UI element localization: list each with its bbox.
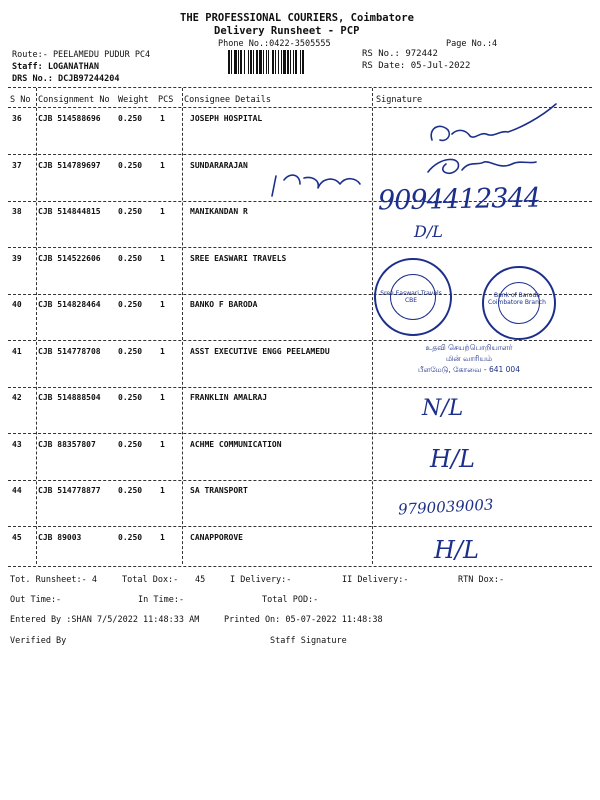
total-dox-label: Total Dox:- bbox=[122, 575, 179, 585]
handwritten-phone-37: 9094412344 bbox=[377, 182, 541, 217]
row-consignment: CJB 514789697 bbox=[38, 161, 101, 170]
row-weight: 0.250 bbox=[118, 440, 143, 449]
row-consignee: SUNDARARAJAN bbox=[190, 161, 248, 170]
ii-delivery: II Delivery:- bbox=[342, 575, 409, 585]
office-stamp bbox=[394, 342, 544, 375]
col-sno: S No bbox=[10, 95, 31, 105]
row-pcs: 1 bbox=[160, 254, 165, 263]
tot-runsheet: Tot. Runsheet:- 4 bbox=[10, 575, 97, 585]
row-weight: 0.250 bbox=[118, 254, 143, 263]
row-consignment: CJB 514778708 bbox=[38, 347, 101, 356]
col-consignment: Consignment No bbox=[38, 95, 110, 105]
row-consignee: SA TRANSPORT bbox=[190, 486, 248, 495]
printed-on: Printed On: 05-07-2022 11:48:38 bbox=[224, 615, 383, 625]
row-weight: 0.250 bbox=[118, 300, 143, 309]
bank-stamp-text: Bank of Baroda Coimbatore Branch bbox=[488, 292, 546, 306]
travels-stamp-text: Sree Easwari Travels CBE bbox=[380, 290, 442, 304]
row-weight: 0.250 bbox=[118, 486, 143, 495]
handwritten-phone-44: 9790039003 bbox=[397, 495, 494, 519]
row-consignment: CJB 514828464 bbox=[38, 300, 101, 309]
row-consignment: CJB 514588696 bbox=[38, 114, 101, 123]
row-weight: 0.250 bbox=[118, 161, 143, 170]
office-stamp-line1: உதவி செயற்பொறியாளர் bbox=[425, 343, 513, 352]
in-time: In Time:- bbox=[138, 595, 185, 605]
row-weight: 0.250 bbox=[118, 533, 143, 542]
row-consignment: CJB 514844815 bbox=[38, 207, 101, 216]
row-sno: 43 bbox=[12, 440, 22, 449]
runsheet-title: Delivery Runsheet - PCP bbox=[214, 25, 360, 37]
verified-by: Verified By bbox=[10, 636, 67, 646]
col-signature: Signature bbox=[376, 95, 423, 105]
rtn-dox: RTN Dox:- bbox=[458, 575, 505, 585]
row-sno: 36 bbox=[12, 114, 22, 123]
row-sno: 45 bbox=[12, 533, 22, 542]
row-pcs: 1 bbox=[160, 300, 165, 309]
row-consignee: MANIKANDAN R bbox=[190, 207, 248, 216]
total-pod: Total POD:- bbox=[262, 595, 319, 605]
row-sno: 38 bbox=[12, 207, 22, 216]
staff-signature: Staff Signature bbox=[270, 636, 347, 646]
row-consignee: JOSEPH HOSPITAL bbox=[190, 114, 263, 123]
row-weight: 0.250 bbox=[118, 393, 143, 402]
row-consignment: CJB 514522606 bbox=[38, 254, 101, 263]
row-sno: 39 bbox=[12, 254, 22, 263]
office-stamp-line3: பீளமேடு, கோவை - 641 004 bbox=[418, 365, 520, 374]
row-consignee: SREE EASWARI TRAVELS bbox=[190, 254, 287, 263]
row-consignment: CJB 514778877 bbox=[38, 486, 101, 495]
row-weight: 0.250 bbox=[118, 347, 143, 356]
row-consignee: ASST EXECUTIVE ENGG PEELAMEDU bbox=[190, 347, 330, 356]
out-time: Out Time:- bbox=[10, 595, 62, 605]
row-consignee: CANAPPOROVE bbox=[190, 533, 243, 542]
row-pcs: 1 bbox=[160, 486, 165, 495]
page-number: Page No.:4 bbox=[446, 39, 498, 49]
row-weight: 0.250 bbox=[118, 114, 143, 123]
entered-by: Entered By :SHAN 7/5/2022 11:48:33 AM bbox=[10, 615, 200, 625]
row-sno: 40 bbox=[12, 300, 22, 309]
row-pcs: 1 bbox=[160, 393, 165, 402]
col-consignee: Consignee Details bbox=[184, 95, 271, 105]
row-pcs: 1 bbox=[160, 347, 165, 356]
office-stamp-line2: மின் வாரியம் bbox=[446, 354, 492, 363]
rs-number: RS No.: 972442 bbox=[362, 49, 438, 59]
route: Route:- PEELAMEDU PUDUR PC4 bbox=[12, 50, 151, 60]
i-delivery: I Delivery:- bbox=[230, 575, 292, 585]
row-sno: 44 bbox=[12, 486, 22, 495]
rs-date: RS Date: 05-Jul-2022 bbox=[362, 61, 471, 71]
col-weight: Weight bbox=[118, 95, 149, 105]
row-pcs: 1 bbox=[160, 533, 165, 542]
row-sno: 42 bbox=[12, 393, 22, 402]
row-pcs: 1 bbox=[160, 161, 165, 170]
row-consignee: BANKO F BARODA bbox=[190, 300, 258, 309]
row-pcs: 1 bbox=[160, 114, 165, 123]
row-consignment: CJB 89003 bbox=[38, 533, 82, 542]
row-pcs: 1 bbox=[160, 207, 165, 216]
phone-number: Phone No.:0422-3505555 bbox=[218, 39, 331, 49]
handwritten-hl-45: H/L bbox=[434, 536, 479, 564]
total-dox-value: 45 bbox=[195, 575, 206, 585]
row-consignee: ACHME COMMUNICATION bbox=[190, 440, 282, 449]
signature-37-name bbox=[272, 175, 360, 196]
handwritten-dl-38: D/L bbox=[414, 222, 443, 241]
handwritten-hl-43: H/L bbox=[430, 445, 475, 473]
row-weight: 0.250 bbox=[118, 207, 143, 216]
row-pcs: 1 bbox=[160, 440, 165, 449]
row-consignee: FRANKLIN AMALRAJ bbox=[190, 393, 268, 402]
drs-number: DRS No.: DCJB97244204 bbox=[12, 74, 120, 84]
signature-36 bbox=[431, 104, 556, 140]
row-sno: 41 bbox=[12, 347, 22, 356]
row-sno: 37 bbox=[12, 161, 22, 170]
col-pcs: PCS bbox=[158, 95, 174, 105]
company-title: THE PROFESSIONAL COURIERS, Coimbatore bbox=[180, 12, 414, 24]
signature-37 bbox=[428, 159, 536, 173]
row-consignment: CJB 88357807 bbox=[38, 440, 96, 449]
staff: Staff: LOGANATHAN bbox=[12, 62, 99, 72]
handwritten-nl-42: N/L bbox=[422, 396, 464, 421]
row-consignment: CJB 514888504 bbox=[38, 393, 101, 402]
